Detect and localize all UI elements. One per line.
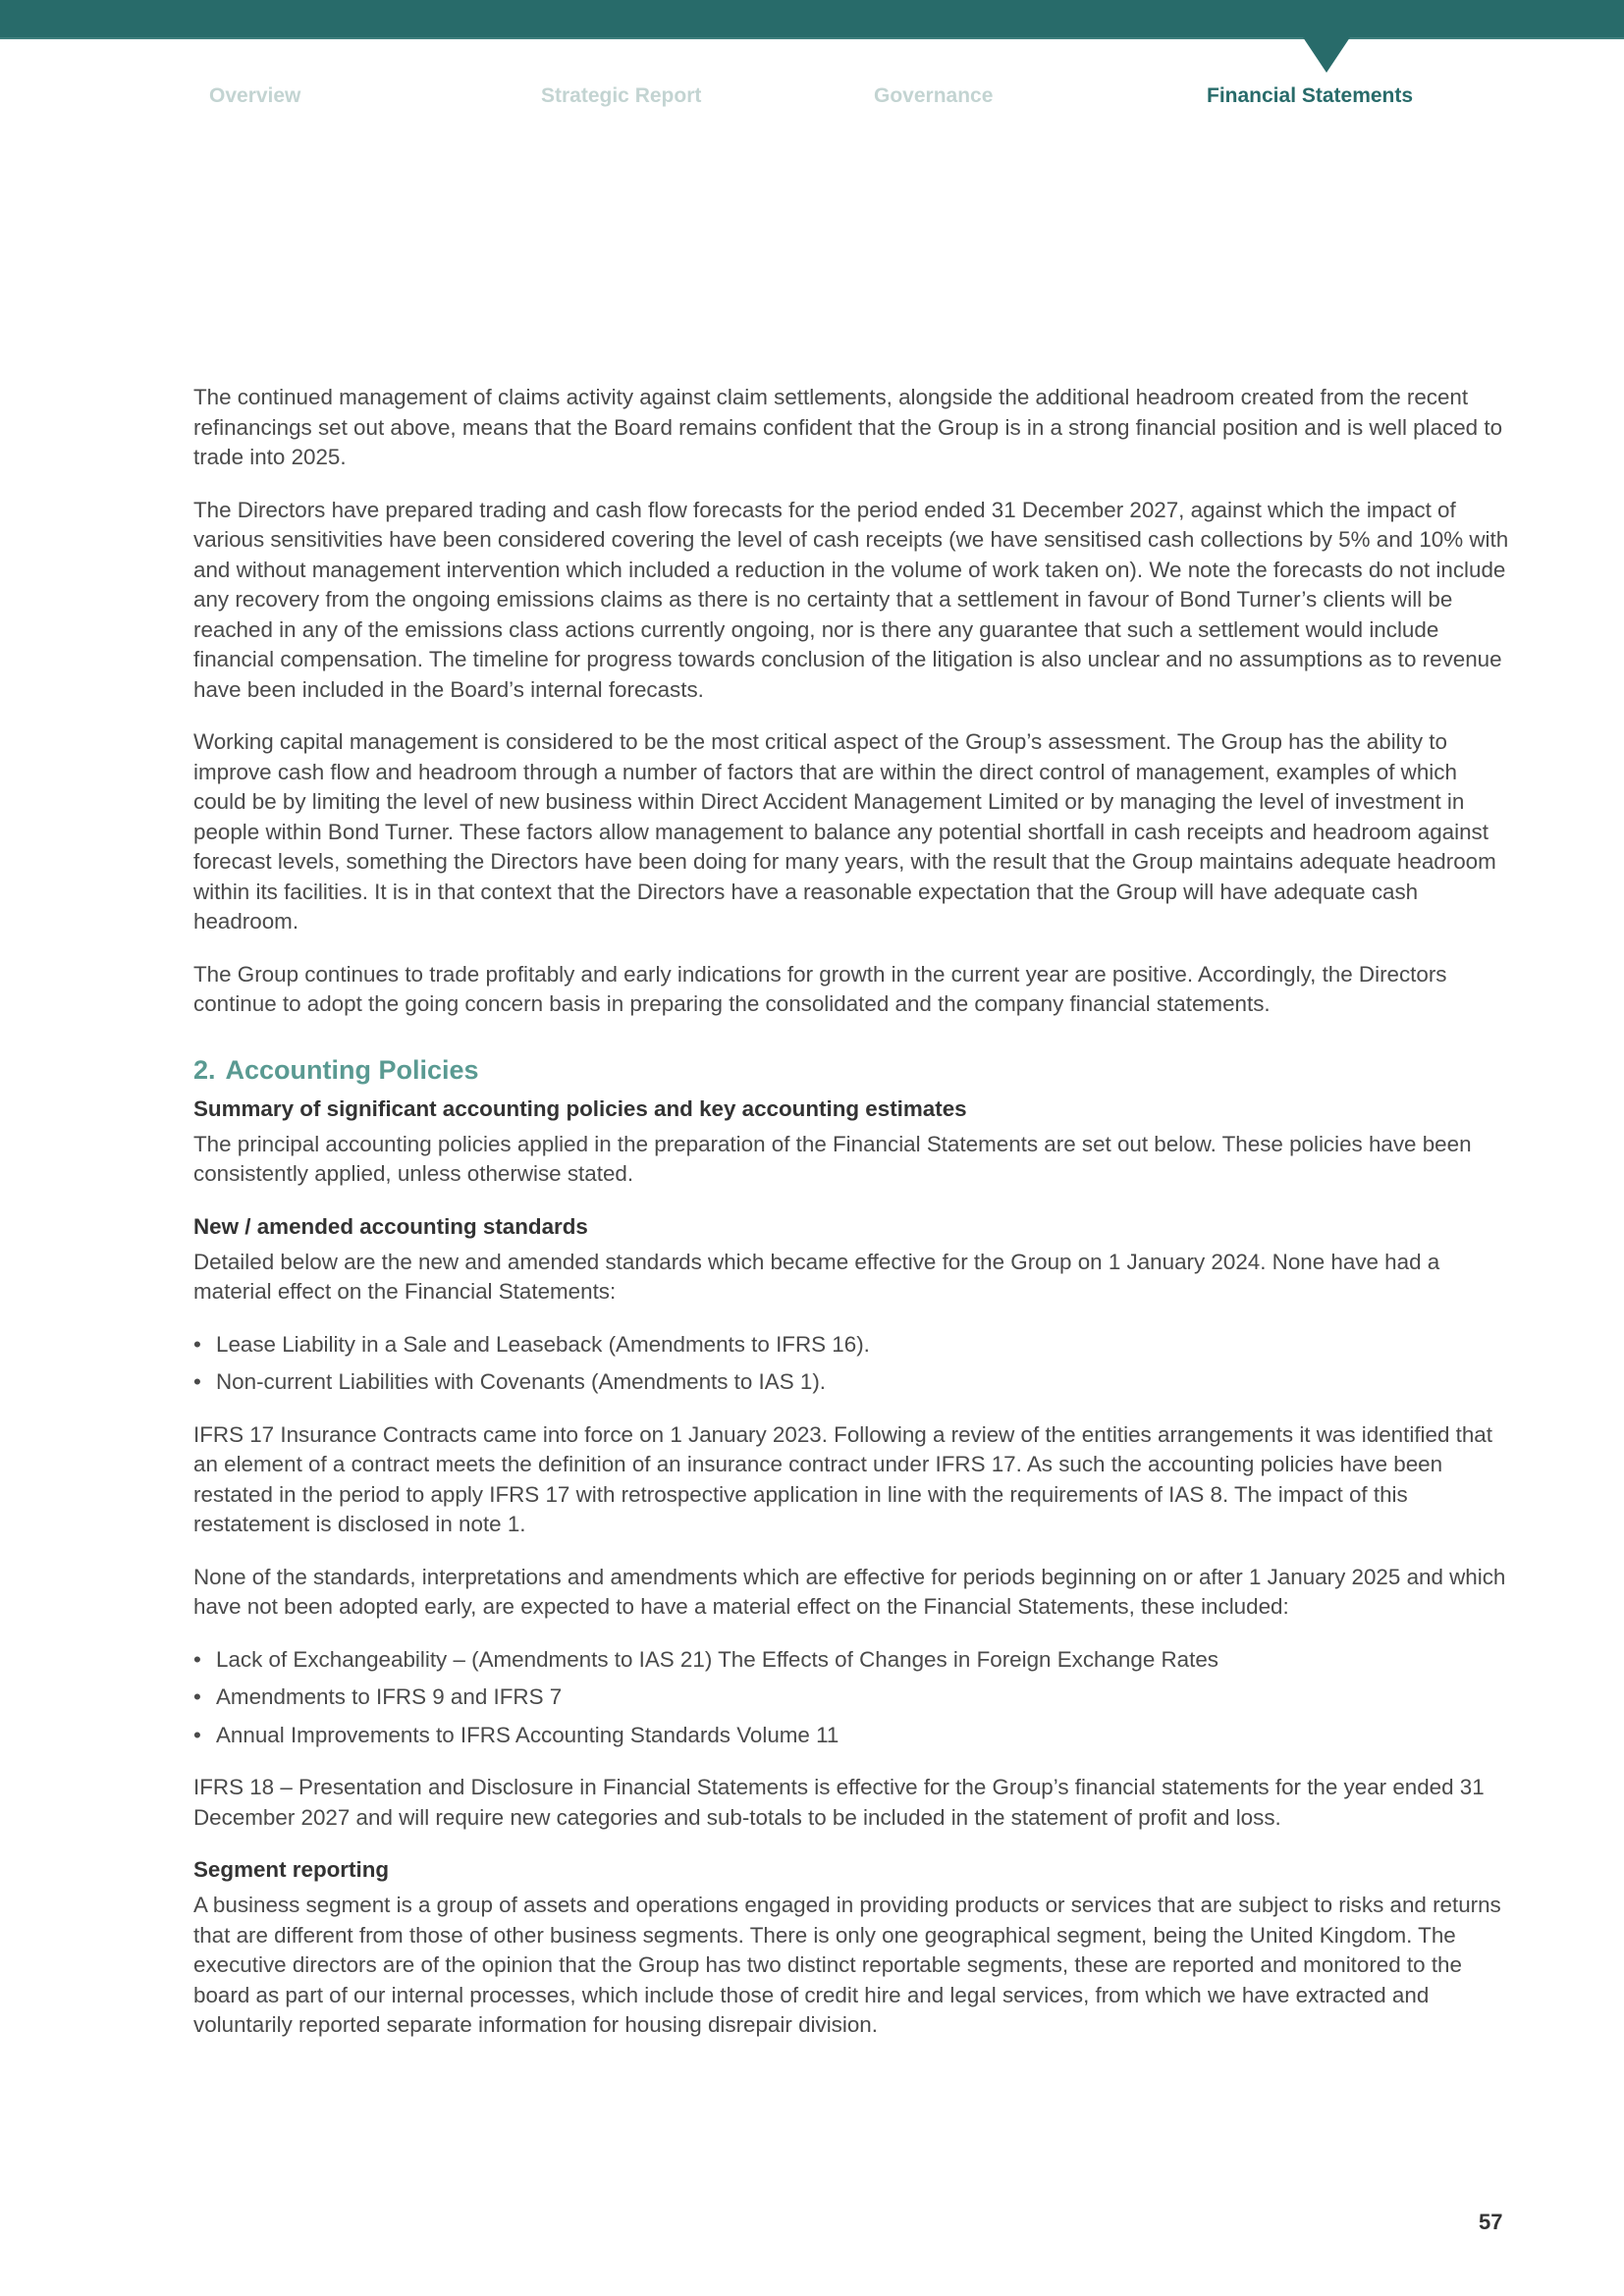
nav-item-financial-statements[interactable]: Financial Statements: [1207, 84, 1414, 107]
page-number: 57: [1479, 2210, 1503, 2234]
segment-reporting-paragraph: A business segment is a group of assets and operations engaged in providing products or services that are subject to risks and returns that are different from those of other business segments. There is only one geographical segment, being the United Kingdom. The executive directors are of the opinion that the Group has two distinct reportable segments, these are reported and monitored to the board as part of our internal processes, which include those of credit hire and legal services, from which we have extracted and voluntarily reported separate information for housing disrepair division.: [193, 1893, 1501, 2037]
nav-item-governance[interactable]: Governance: [874, 84, 994, 107]
section-heading: [193, 1053, 1509, 1087]
nav-item-overview[interactable]: Overview: [209, 84, 301, 107]
section-title: Accounting Policies: [225, 1054, 479, 1085]
ifrs18-paragraph: IFRS 18 – Presentation and Disclosure in Financial Statements is effective for the Group’s financial statements for the year ended 31 December 2027 and will require new categories and sub-totals to be included in the statement of profit and loss.: [193, 1775, 1485, 1830]
new-standards-list: [193, 1330, 1509, 1398]
list-item: • Lease Liability in a Sale and Leaseback (Amendments to IFRS 16).: [193, 1330, 1509, 1361]
summary-paragraph: The principal accounting policies applied in the preparation of the Financial Statements are set out below. These policies have been consistently applied, unless otherwise stated.: [193, 1131, 1472, 1186]
new-standards-paragraph: Detailed below are the new and amended standards which became effective for the Group on 1 January 2024. None have had a material effect on the Financial Statements:: [193, 1249, 1440, 1304]
future-standards-paragraph: None of the standards, interpretations and amendments which are effective for periods beginning on or after 1 January 2025 and which have not been adopted early, are expected to have a material effect on the Financial Statements, these included:: [193, 1564, 1506, 1619]
new-standards-heading: New / amended accounting standards: [193, 1213, 588, 1239]
section-nav: [0, 84, 1624, 112]
nav-item-strategic-report[interactable]: Strategic Report: [541, 84, 702, 107]
list-item: • Non-current Liabilities with Covenants (Amendments to IAS 1).: [193, 1367, 1509, 1398]
header-band: [0, 0, 1624, 39]
page-content: [193, 383, 1509, 2063]
paragraph-going-concern-3: Working capital management is considered to be the most critical aspect of the Group’s assessment. The Group has the ability to improve cash flow and headroom through a number of factors that are within the direct control of management, examples of which could be by limiting the level of new business within Direct Accident Management Limited or by managing the level of investment in people within Bond Turner. These factors allow management to balance any potential shortfall in cash receipts and headroom against forecast levels, something the Directors have been doing for many years, with the result that the Group maintains adequate headroom within its facilities. It is in that context that the Directors have a reasonable expectation that the Group will have adequate cash headroom.: [193, 729, 1496, 934]
future-standards-list: [193, 1645, 1509, 1751]
paragraph-going-concern-2: The Directors have prepared trading and cash flow forecasts for the period ended 31 December 2027, against which the impact of various sensitivities have been considered covering the level of cash receipts (we have sensitised cash collections by 5% and 10% with and without management intervention which included a reduction in the volume of work taken on). We note the forecasts do not include any recovery from the ongoing emissions claims as there is no certainty that a settlement in favour of Bond Turner’s clients will be reached in any of the emissions class actions currently ongoing, nor is there any guarantee that such a settlement would include financial compensation. The timeline for progress towards conclusion of the litigation is also unclear and no assumptions as to revenue have been included in the Board’s internal forecasts.: [193, 497, 1509, 702]
segment-reporting-heading: Segment reporting: [193, 1857, 390, 1882]
paragraph-going-concern-1: The continued management of claims activity against claim settlements, alongside the additional headroom created from the recent refinancings set out above, means that the Board remains confident that the Group is in a strong financial position and is well placed to trade into 2025.: [193, 385, 1503, 469]
ifrs17-paragraph: IFRS 17 Insurance Contracts came into force on 1 January 2023. Following a review of the entities arrangements it was identified that an element of a contract meets the definition of an insurance contract under IFRS 17. As such the accounting policies have been restated in the period to apply IFRS 17 with retrospective application in line with the requirements of IAS 8. The impact of this restatement is disclosed in note 1.: [193, 1421, 1492, 1536]
list-item: • Lack of Exchangeability – (Amendments to IAS 21) The Effects of Changes in Foreign Exchange Rates: [193, 1645, 1509, 1676]
active-section-pointer-icon: [1303, 37, 1350, 73]
summary-heading: Summary of significant accounting policies and key accounting estimates: [193, 1095, 967, 1121]
list-item: • Annual Improvements to IFRS Accounting Standards Volume 11: [193, 1721, 1509, 1751]
section-number: 2.: [193, 1054, 216, 1085]
paragraph-going-concern-4: The Group continues to trade profitably and early indications for growth in the current year are positive. Accordingly, the Directors continue to adopt the going concern basis in preparing the consolidated and the company financial statements.: [193, 961, 1447, 1016]
list-item: • Amendments to IFRS 9 and IFRS 7: [193, 1682, 1509, 1713]
